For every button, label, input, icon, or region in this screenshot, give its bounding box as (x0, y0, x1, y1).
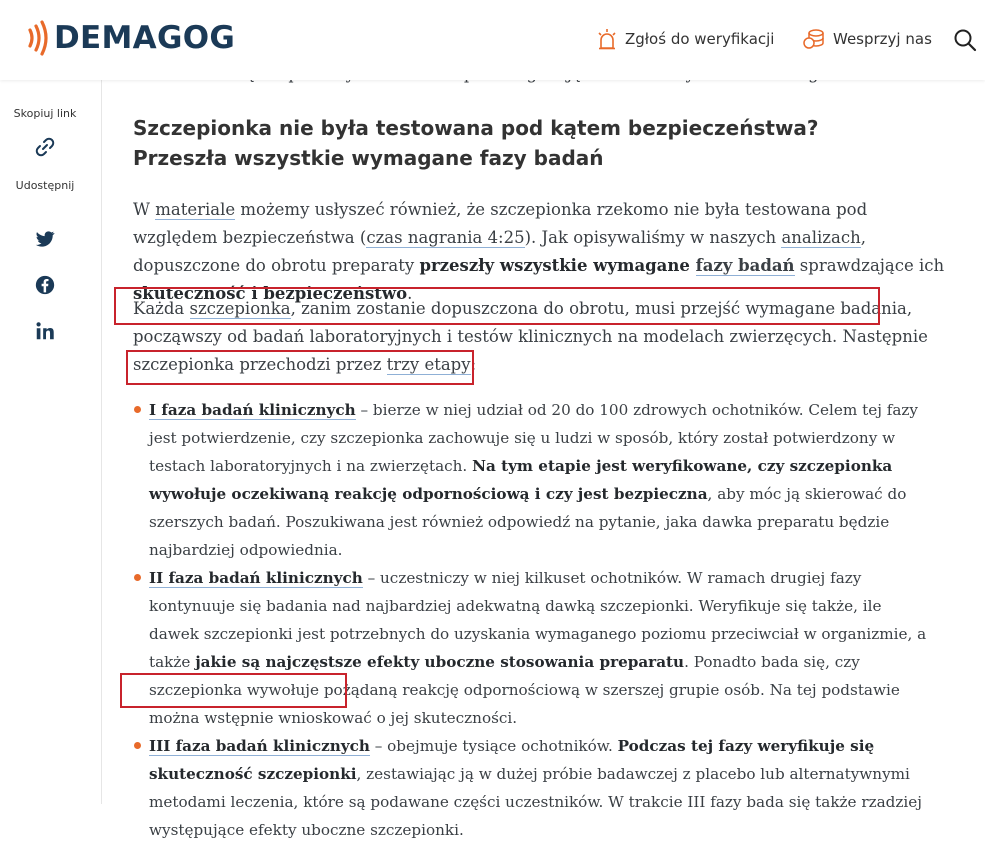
coins-icon (803, 28, 825, 50)
demagog-logo[interactable] (26, 18, 235, 58)
link-phase-1[interactable]: I faza badań klinicznych (149, 401, 356, 419)
text: – bierze w niej udział od 20 do 100 zdrowych ochotników. Celem tej fazy jest potwierdzenie, czy szczepionka zachowuje się u ludzi w sposób, który został potwierdzony w testach laboratoryjnych i na zwierzętach. (149, 401, 918, 475)
signal-waves-icon (26, 20, 50, 56)
text: . (407, 284, 413, 303)
highlight-box-vaccine-requirements (114, 287, 880, 325)
text: , zestawiając ją w dużej próbie badawczej z placebo lub alternatywnymi metodami leczenia, które są podawane części uczestników. W trakcie III fazy bada się także rzadziej występujące efekty uboczne szczepionki. (149, 765, 922, 839)
facebook-icon[interactable] (34, 274, 56, 296)
logo-text: DEMAGOG (54, 20, 236, 56)
text: , zanim zostanie dopuszczona do obrotu, musi przejść wymagane badania, począwszy od badań laboratoryjnych i testów klinicznych na modelach zwierzęcych. Następnie szczepionka przechodzi przez (133, 299, 928, 374)
bold-text: skuteczność i bezpieczeństwo (133, 284, 408, 303)
list-item (133, 396, 933, 564)
twitter-icon[interactable] (34, 228, 56, 250)
text: Każda (133, 299, 190, 318)
alarm-light-icon (597, 28, 617, 50)
highlight-box-phase-3 (120, 673, 347, 708)
link-three-stages[interactable]: trzy etapy (386, 355, 471, 374)
text: możemy usłyszeć również, że szczepionka rzekomo nie była testowana pod względem bezpieczeństwa ( (133, 200, 868, 247)
link-analyses[interactable]: analizach (781, 228, 861, 247)
link-trial-phases[interactable]: fazy badań (695, 256, 795, 275)
text: – obejmuje tysiące ochotników. (369, 737, 618, 755)
support-us-link[interactable] (803, 28, 932, 50)
share-label: Udostępnij (15, 179, 75, 192)
link-recording-time[interactable]: czas nagrania 4:25 (366, 228, 525, 247)
copy-link-label: Skopiuj link (13, 107, 77, 120)
section-heading: Szczepionka nie była testowana pod kątem bezpieczeństwa? Przeszła wszystkie wymagane fazy badań (133, 116, 819, 170)
text: : (470, 355, 477, 374)
bold-text: przeszły wszystkie wymagane (419, 256, 696, 275)
linkedin-icon[interactable] (34, 320, 56, 342)
search-icon[interactable] (953, 28, 977, 52)
bold-text: jakie są najczęstsze efekty uboczne stosowania preparatu (195, 653, 685, 671)
link-phase-2[interactable]: II faza badań klinicznych (149, 569, 363, 587)
clinical-phases-list (133, 396, 933, 844)
site-header (0, 0, 985, 80)
text: sprawdzające ich (794, 256, 945, 275)
link-icon[interactable] (34, 136, 56, 158)
text: – uczestniczy w niej kilkuset ochotników. W ramach drugiej fazy kontynuuje się badania nad najbardziej adekwatną dawką szczepionki. Weryfikuje się także, ile dawek szczepionki jest potrzebnych do uzyskania wymaganego poziomu przeciwciał w organizmie, a także (149, 569, 927, 671)
support-label: Wesprzyj nas (833, 30, 932, 48)
text: , dopuszczone do obrotu preparaty (133, 228, 866, 275)
text: , aby móc ją skierować do szerszych badań. Poszukiwana jest również odpowiedź na pytanie, jaka dawka preparatu będzie najbardziej odpowiednia. (149, 485, 907, 559)
link-phase-3[interactable]: III faza badań klinicznych (149, 737, 370, 755)
text: ). Jak opisywaliśmy w naszych (524, 228, 782, 247)
text: . Ponadto bada się, czy szczepionka wywołuje pożądaną reakcję odpornościową w szerszej grupie osób. Na tej podstawie można wstępnie wnioskować o jej skuteczności. (149, 653, 900, 727)
share-sidebar (0, 80, 102, 804)
link-vaccine[interactable]: szczepionka (189, 299, 291, 318)
report-label: Zgłoś do weryfikacji (625, 30, 775, 48)
bold-text: Podczas tej fazy weryfikuje się skuteczność szczepionki (149, 737, 875, 783)
report-for-verification-link[interactable] (597, 28, 774, 50)
highlight-box-three-stages (126, 350, 474, 385)
list-item (133, 732, 933, 844)
text: W (133, 200, 156, 219)
link-material[interactable]: materiale (155, 200, 236, 219)
bold-text: Na tym etapie jest weryfikowane, czy szczepionka wywołuje oczekiwaną reakcję odpornościową i czy jest bezpieczna (149, 457, 893, 503)
